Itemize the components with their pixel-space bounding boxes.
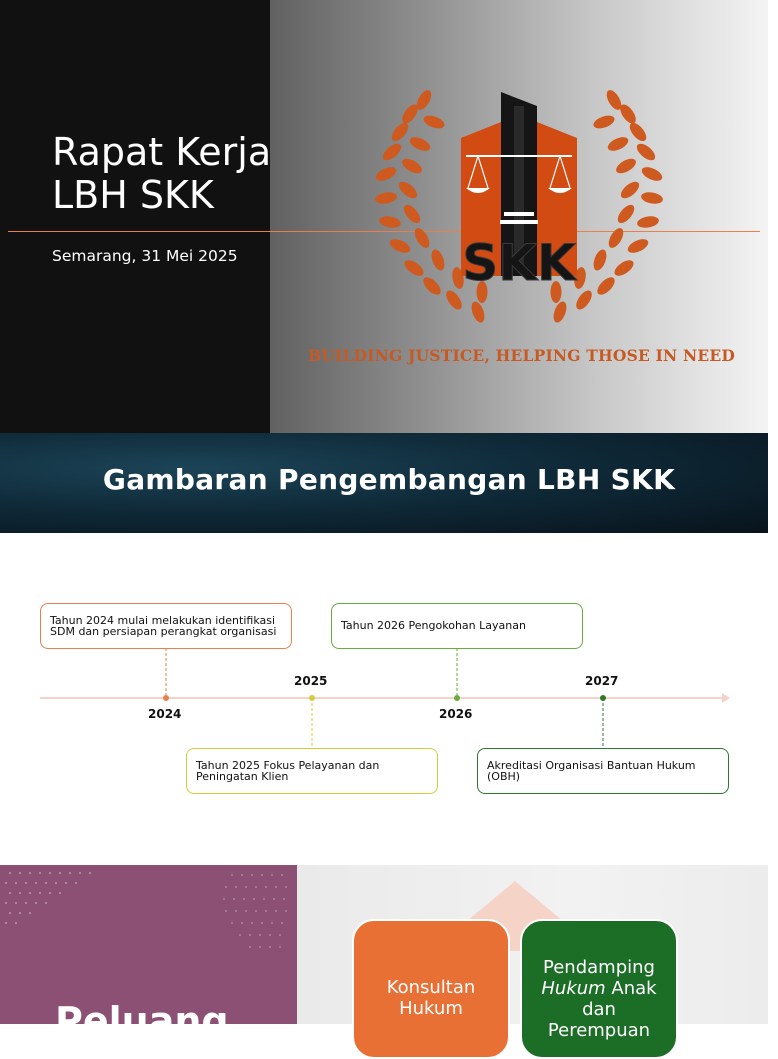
card-label-em: Hukum: [541, 978, 606, 999]
timeline-axis: [0, 433, 768, 865]
card-label: Konsultan Hukum: [386, 977, 476, 1019]
logo-tagline: BUILDING JUSTICE, HELPING THOSE IN NEED: [308, 346, 736, 365]
opportunity-card-legal-consultant: [352, 919, 510, 1059]
milestone-card-2025: [186, 748, 438, 794]
opportunity-card-legal-companion: [520, 919, 678, 1059]
milestone-year-2025: 2025: [294, 674, 328, 688]
slide-opportunities: [0, 865, 768, 1043]
card-label-line4: Perempuan: [547, 1020, 651, 1041]
card-label-line2: [522, 978, 676, 999]
milestone-dot-2027: [600, 695, 606, 701]
card-label-line3: dan: [582, 999, 616, 1020]
skk-logo: [366, 86, 672, 336]
milestone-text: Tahun 2026 Pengokohan Layanan: [341, 619, 526, 633]
milestone-year-2024: 2024: [148, 707, 182, 721]
slide-title: [0, 0, 768, 433]
slide-timeline: [0, 433, 768, 865]
milestone-dot-2025: [309, 695, 315, 701]
card-label-line1: Pendamping: [543, 957, 655, 978]
opportunities-title: Peluang: [55, 999, 229, 1043]
presentation-date: Semarang, 31 Mei 2025: [52, 247, 238, 265]
logo-wordmark: SKK: [462, 234, 576, 292]
milestone-dot-2026: [454, 695, 460, 701]
card-label-rest: Anak: [605, 978, 657, 999]
milestone-dot-2024: [163, 695, 169, 701]
milestone-card-2024: [40, 603, 292, 649]
milestone-card-2026: [331, 603, 583, 649]
milestone-year-2026: 2026: [439, 707, 473, 721]
milestone-text: Tahun 2024 mulai melakukan identifikasi SDM dan persiapan perangkat organisasi: [50, 613, 277, 638]
milestone-text: Akreditasi Organisasi Bantuan Hukum (OBH): [487, 758, 696, 783]
milestone-text: Tahun 2025 Fokus Pelayanan dan Peningatan Klien: [196, 758, 380, 783]
milestone-year-2027: 2027: [585, 674, 619, 688]
milestone-card-2027: [477, 748, 729, 794]
presentation-title: Rapat Kerja LBH SKK: [52, 130, 272, 217]
opportunities-panel: [0, 865, 297, 1043]
timeline-title: Gambaran Pengembangan LBH SKK: [102, 463, 676, 496]
timeline-arrow-icon: [722, 693, 730, 703]
